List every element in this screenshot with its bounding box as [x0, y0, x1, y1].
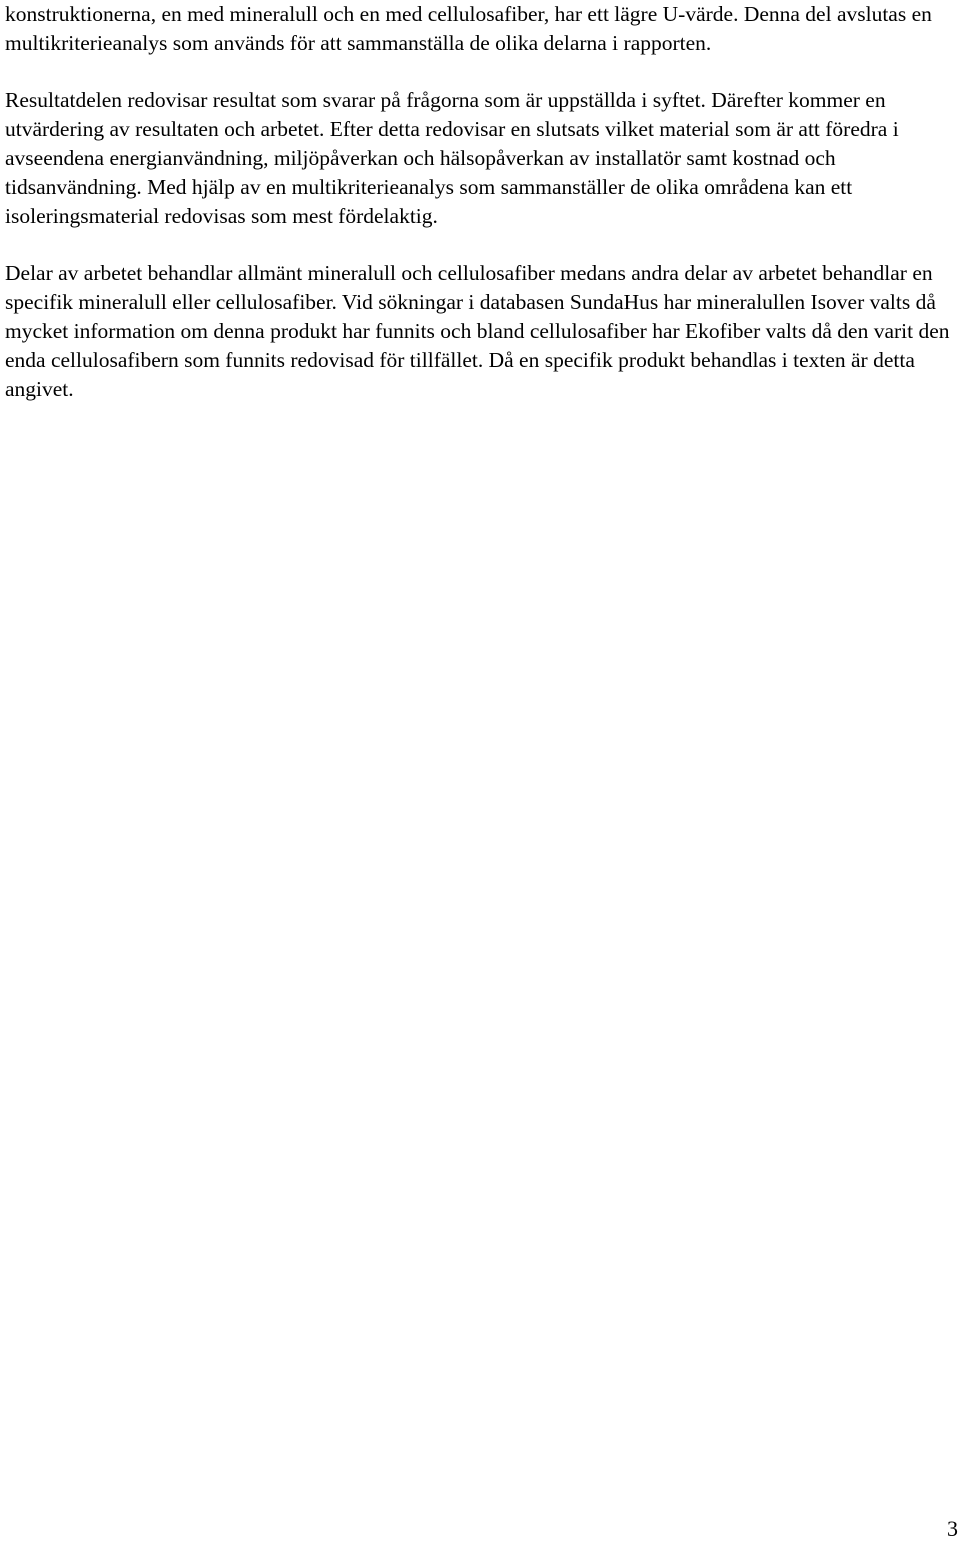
paragraph-scope: Delar av arbetet behandlar allmänt mineralull och cellulosafiber medans andra delar av arbetet behandlar en specifik mineralull eller cellulosafiber. Vid sökningar i databasen SundaHus har mineralullen Isover valts då mycket information om denna produkt har funnits och bland cellulosafiber har Ekofiber valts då den varit den enda cellulosafibern som funnits redovisad för tillfället. Då en specifik produkt behandlas i texten är detta angivet. — [5, 261, 950, 401]
paragraph-intro: konstruktionerna, en med mineralull och en med cellulosafiber, har ett lägre U-värde. Denna del avslutas en multikriterieanalys som används för att sammanställa de olika delarna i rapporten. — [5, 2, 932, 55]
paragraph-results: Resultatdelen redovisar resultat som svarar på frågorna som är uppställda i syftet. Därefter kommer en utvärdering av resultaten och arbetet. Efter detta redovisar en slutsats vilket material som är att föredra i avseendena energianvändning, miljöpåverkan och hälsopåverkan av installatör samt kostnad och tidsanvändning. Med hjälp av en multikriterieanalys som sammanställer de olika områdena kan ett isoleringsmaterial redovisas som mest fördelaktig. — [5, 88, 899, 228]
page-body — [5, 0, 957, 432]
page-number: 3 — [947, 1516, 958, 1541]
